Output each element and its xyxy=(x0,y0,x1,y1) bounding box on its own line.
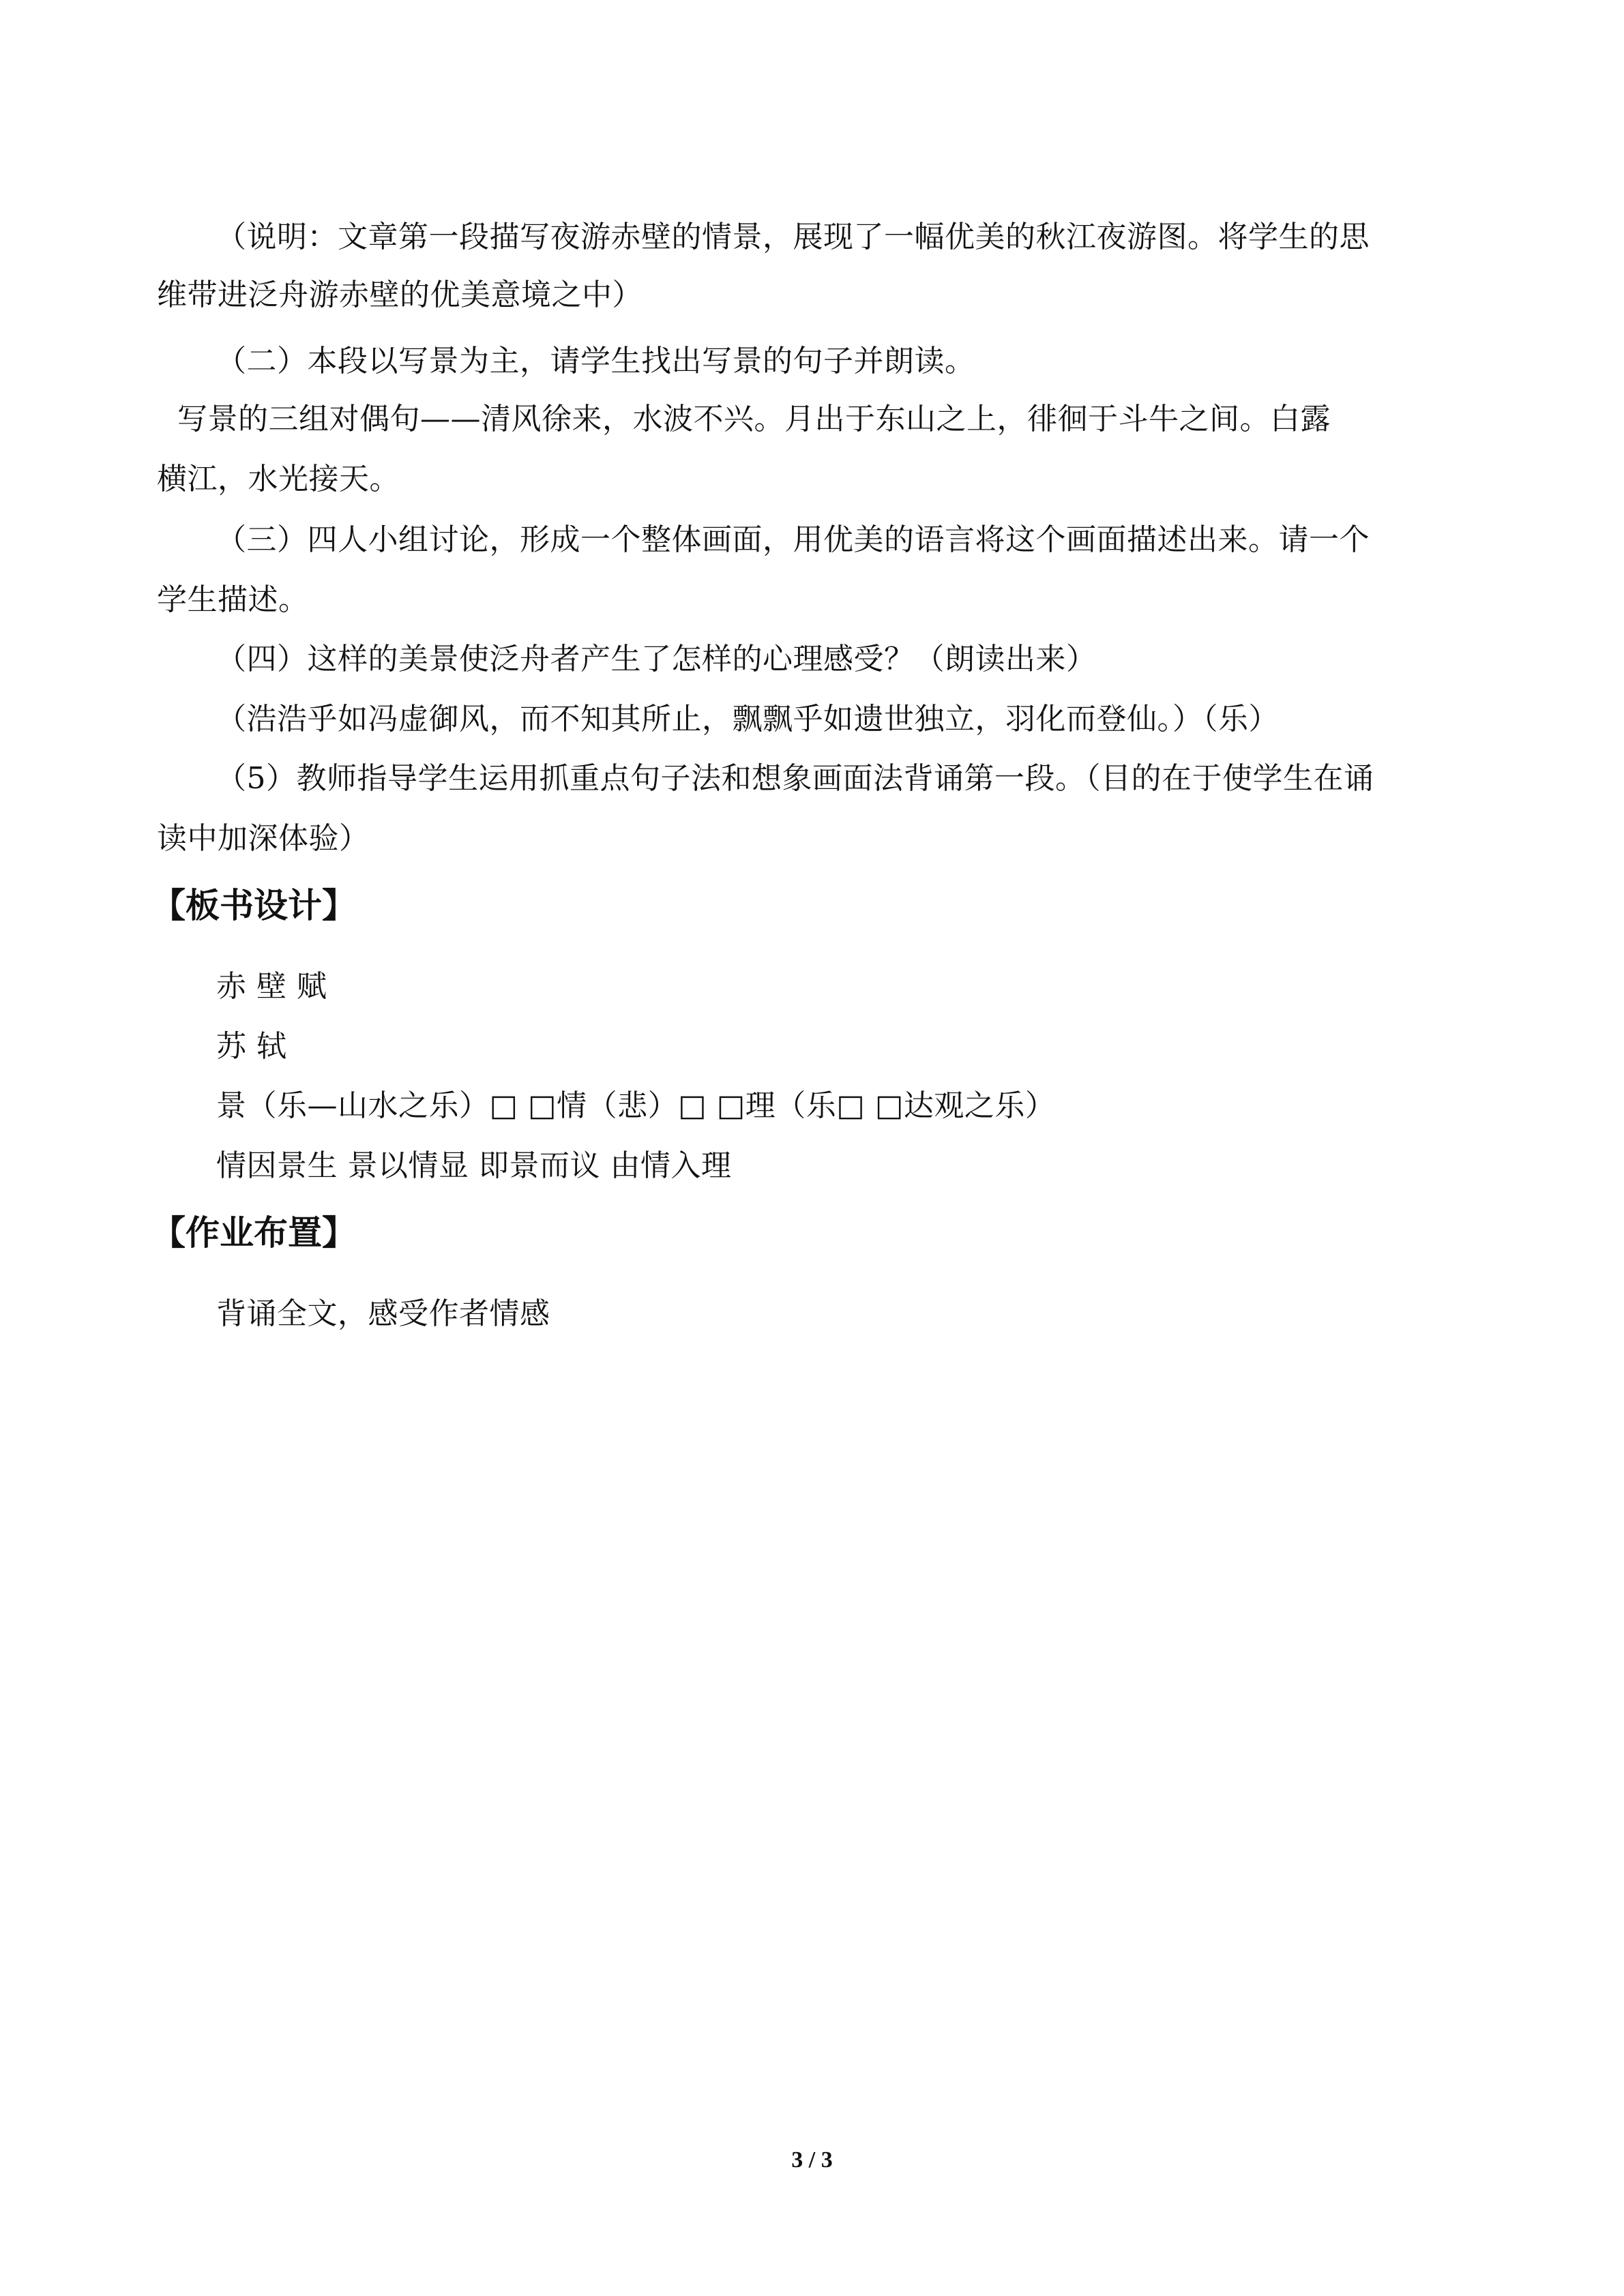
board-title: 赤 壁 赋 xyxy=(216,969,327,1004)
paragraph-step-3-line-1: （三）四人小组讨论，形成一个整体画面，用优美的语言将这个画面描述出来。请一个 xyxy=(216,522,1370,557)
board-summary: 情因景生 景以情显 即景而议 由情入理 xyxy=(216,1148,732,1183)
paragraph-note-line-1: （说明：文章第一段描写夜游赤壁的情景，展现了一幅优美的秋江夜游图。将学生的思 xyxy=(216,220,1370,254)
board-design-heading: 【板书设计】 xyxy=(151,886,356,925)
paragraph-step-2: （二）本段以写景为主，请学生找出写景的句子并朗读。 xyxy=(216,344,975,378)
paragraph-note-line-2: 维带进泛舟游赤壁的优美意境之中） xyxy=(157,278,643,312)
page-number: 3 / 3 xyxy=(791,2147,833,2173)
paragraph-step-5-line-1: （5）教师指导学生运用抓重点句子法和想象画面法背诵第一段。（目的在于使学生在诵 xyxy=(216,761,1374,796)
homework-heading: 【作业布置】 xyxy=(151,1213,356,1253)
paragraph-couplets-line-1: 写景的三组对偶句——清风徐来，水波不兴。月出于东山之上，徘徊于斗牛之间。白露 xyxy=(177,402,1331,436)
paragraph-quote: （浩浩乎如冯虚御风，而不知其所止，飘飘乎如遗世独立，羽化而登仙。）（乐） xyxy=(216,702,1279,736)
board-author: 苏 轼 xyxy=(216,1029,287,1064)
board-structure: 景（乐—山水之乐）□ □情（悲）□ □理（乐□ □达观之乐） xyxy=(216,1088,1056,1123)
paragraph-step-3-line-2: 学生描述。 xyxy=(157,582,309,617)
paragraph-step-5-line-2: 读中加深体验） xyxy=(157,821,370,856)
paragraph-couplets-line-2: 横江，水光接天。 xyxy=(157,462,400,496)
homework-content: 背诵全文，感受作者情感 xyxy=(216,1296,550,1331)
paragraph-step-4: （四）这样的美景使泛舟者产生了怎样的心理感受？（朗读出来） xyxy=(216,642,1097,676)
